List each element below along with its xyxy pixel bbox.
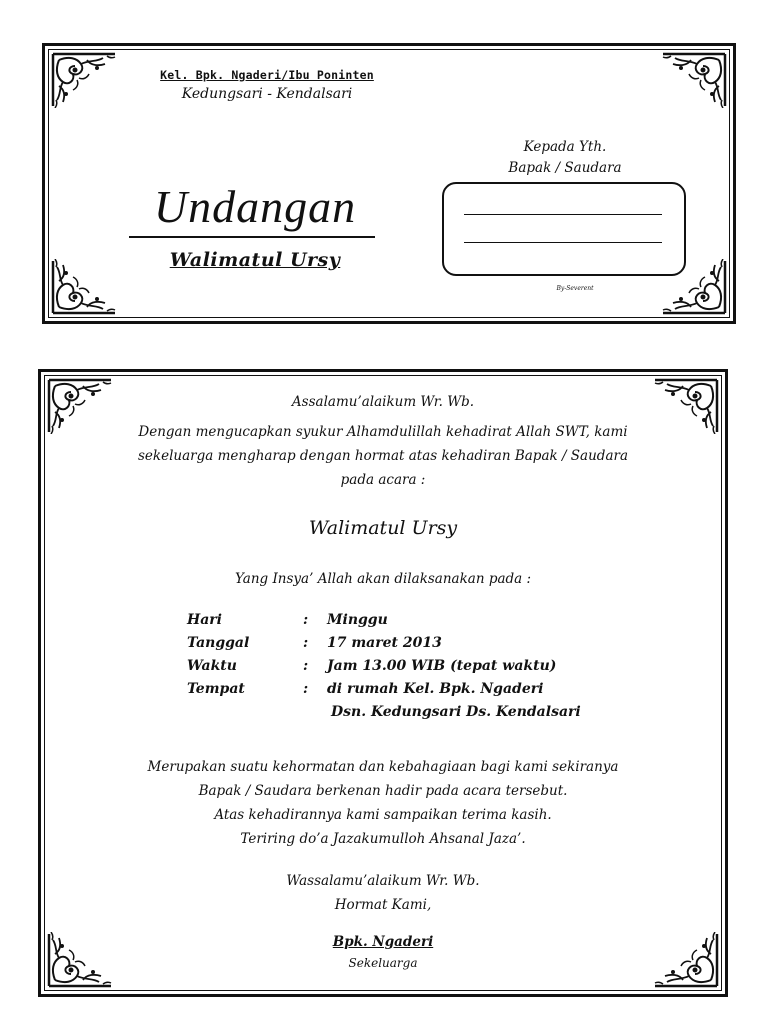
- sender-address: Kedungsari - Kendalsari: [181, 86, 353, 102]
- recipient-line: [464, 214, 662, 215]
- ornamental-flourish-icon: [51, 52, 117, 108]
- intro-line: sekeluarga mengharap dengan hormat atas kehadiran Bapak / Saudara: [138, 448, 628, 464]
- event-title: Walimatul Ursy: [308, 517, 458, 539]
- invitation-cover: [42, 43, 736, 324]
- invitation-letter: [38, 369, 728, 997]
- farewell-line: Wassalamu’alaikum Wr. Wb.: [286, 873, 480, 889]
- farewell-line: Hormat Kami,: [334, 897, 432, 913]
- detail-row-time: [187, 658, 607, 681]
- detail-value: 17 maret 2013: [327, 635, 442, 651]
- addressee-title: Bapak / Saudara: [508, 160, 622, 176]
- title-underline: [129, 236, 375, 238]
- detail-label: Hari: [187, 612, 222, 628]
- designer-credit: By-Severent: [556, 285, 594, 292]
- closing-paragraph: [41, 755, 725, 851]
- signature-family: Sekeluarga: [348, 956, 418, 970]
- recipient-line: [464, 242, 662, 243]
- place-address: Dsn. Kedungsari Ds. Kendalsari: [331, 704, 581, 720]
- invitation-subtitle: Walimatul Ursy: [169, 249, 341, 271]
- opening-greeting: Assalamu’alaikum Wr. Wb.: [291, 394, 475, 410]
- ornamental-flourish-icon: [661, 52, 727, 108]
- detail-label: Tanggal: [187, 635, 250, 651]
- intro-line: pada acara :: [340, 472, 426, 488]
- schedule-intro: Yang Insya’ Allah akan dilaksanakan pada :: [234, 571, 532, 587]
- ornamental-flourish-icon: [51, 259, 117, 315]
- closing-line: Atas kehadirannya kami sampaikan terima kasih.: [214, 807, 552, 823]
- intro-paragraph: [41, 420, 725, 492]
- detail-value: Minggu: [327, 612, 388, 628]
- invitation-title: Undangan: [153, 181, 357, 232]
- detail-separator: :: [303, 681, 309, 697]
- closing-line: Merupakan suatu kehormatan dan kebahagiaan bagi kami sekiranya: [147, 759, 619, 775]
- farewell: [41, 869, 725, 917]
- detail-row-day: [187, 612, 607, 635]
- recipient-address-box: [442, 182, 686, 276]
- detail-value: di rumah Kel. Bpk. Ngaderi: [327, 681, 544, 697]
- closing-line: Teriring do’a Jazakumulloh Ahsanal Jaza’.: [240, 831, 526, 847]
- sender-name: Kel. Bpk. Ngaderi/Ibu Poninten: [160, 68, 374, 82]
- signature-name: Bpk. Ngaderi: [332, 934, 434, 950]
- detail-value: Jam 13.00 WIB (tepat waktu): [327, 658, 557, 674]
- detail-row-place: [187, 681, 607, 704]
- detail-label: Tempat: [187, 681, 245, 697]
- detail-label: Waktu: [187, 658, 237, 674]
- event-details: [187, 612, 607, 727]
- closing-line: Bapak / Saudara berkenan hadir pada acara tersebut.: [198, 783, 568, 799]
- detail-separator: :: [303, 612, 309, 628]
- addressee-salutation: Kepada Yth.: [523, 139, 607, 155]
- detail-separator: :: [303, 635, 309, 651]
- detail-row-date: [187, 635, 607, 658]
- detail-separator: :: [303, 658, 309, 674]
- detail-row-place-extra: [187, 704, 607, 727]
- intro-line: Dengan mengucapkan syukur Alhamdulillah kehadirat Allah SWT, kami: [138, 424, 628, 440]
